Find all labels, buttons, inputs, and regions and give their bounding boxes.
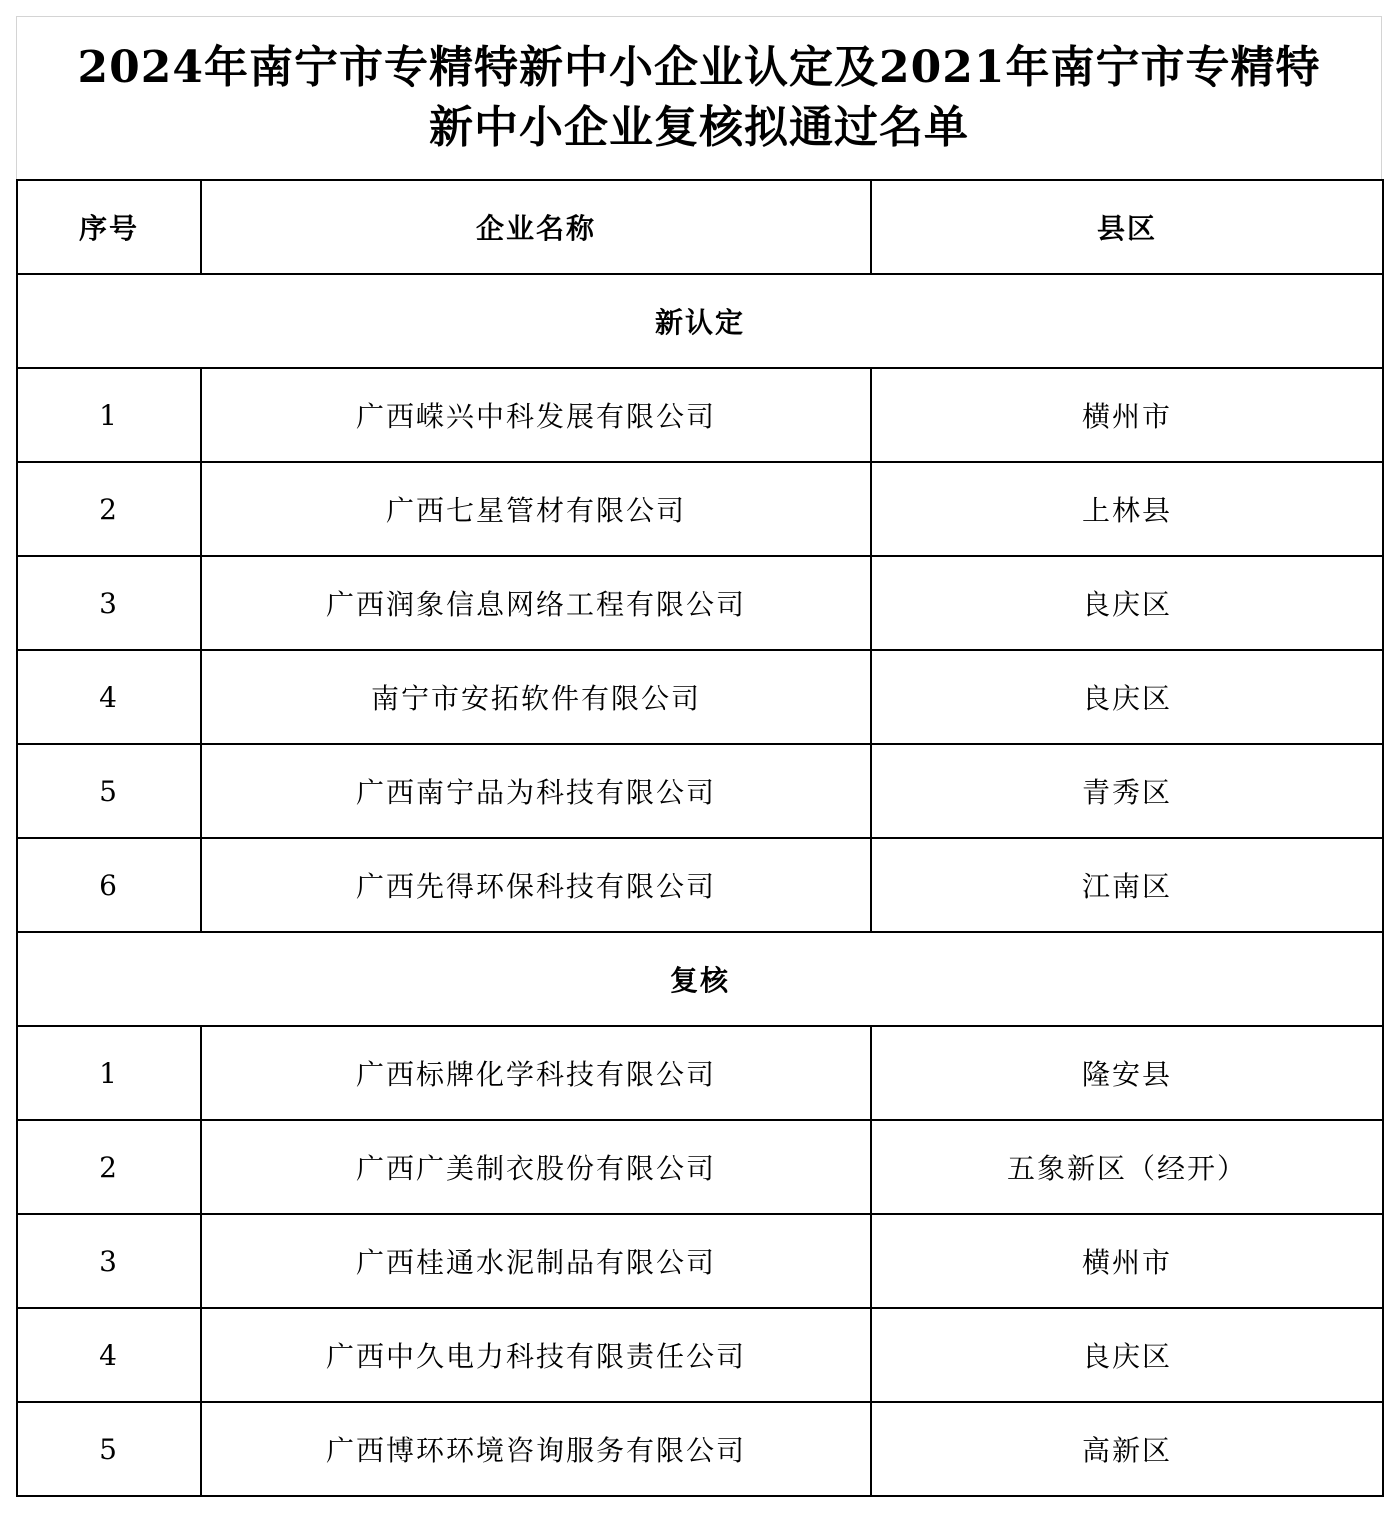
title-line-1: 2024年南宁市专精特新中小企业认定及2021年南宁市专精特 (77, 42, 1321, 93)
cell-company: 广西博环环境咨询服务有限公司 (201, 1402, 871, 1496)
title-box (16, 16, 1382, 179)
cell-district: 良庆区 (871, 1308, 1383, 1402)
table-row (17, 1120, 1383, 1214)
cell-seq: 3 (17, 556, 201, 650)
header-district: 县区 (871, 180, 1383, 274)
section-title-new: 新认定 (17, 274, 1383, 368)
table-row (17, 368, 1383, 462)
cell-seq: 4 (17, 650, 201, 744)
cell-company: 广西嵘兴中科发展有限公司 (201, 368, 871, 462)
section-title-review: 复核 (17, 932, 1383, 1026)
cell-seq: 1 (17, 368, 201, 462)
header-row (17, 180, 1383, 274)
table-row (17, 744, 1383, 838)
cell-seq: 5 (17, 1402, 201, 1496)
title-line-2: 新中小企业复核拟通过名单 (428, 102, 969, 153)
table-row (17, 462, 1383, 556)
cell-district: 良庆区 (871, 650, 1383, 744)
page-title (78, 38, 1321, 158)
cell-district: 高新区 (871, 1402, 1383, 1496)
section-row-new (17, 274, 1383, 368)
table-row (17, 1402, 1383, 1496)
cell-company: 广西南宁品为科技有限公司 (201, 744, 871, 838)
document-sheet (16, 16, 1382, 1497)
enterprise-table (16, 179, 1384, 1497)
table-row (17, 1214, 1383, 1308)
table-row (17, 838, 1383, 932)
table-row (17, 1026, 1383, 1120)
cell-company: 广西标牌化学科技有限公司 (201, 1026, 871, 1120)
cell-district: 江南区 (871, 838, 1383, 932)
cell-company: 南宁市安拓软件有限公司 (201, 650, 871, 744)
cell-district: 良庆区 (871, 556, 1383, 650)
cell-company: 广西润象信息网络工程有限公司 (201, 556, 871, 650)
cell-company: 广西中久电力科技有限责任公司 (201, 1308, 871, 1402)
header-company: 企业名称 (201, 180, 871, 274)
cell-district: 横州市 (871, 368, 1383, 462)
cell-district: 隆安县 (871, 1026, 1383, 1120)
cell-seq: 6 (17, 838, 201, 932)
section-row-review (17, 932, 1383, 1026)
cell-company: 广西七星管材有限公司 (201, 462, 871, 556)
cell-seq: 2 (17, 1120, 201, 1214)
cell-company: 广西先得环保科技有限公司 (201, 838, 871, 932)
table-row (17, 1308, 1383, 1402)
cell-district: 青秀区 (871, 744, 1383, 838)
cell-seq: 1 (17, 1026, 201, 1120)
cell-district: 五象新区（经开） (871, 1120, 1383, 1214)
cell-seq: 5 (17, 744, 201, 838)
table-row (17, 650, 1383, 744)
cell-district: 横州市 (871, 1214, 1383, 1308)
table-row (17, 556, 1383, 650)
cell-company: 广西广美制衣股份有限公司 (201, 1120, 871, 1214)
cell-seq: 4 (17, 1308, 201, 1402)
cell-company: 广西桂通水泥制品有限公司 (201, 1214, 871, 1308)
cell-district: 上林县 (871, 462, 1383, 556)
cell-seq: 3 (17, 1214, 201, 1308)
header-seq: 序号 (17, 180, 201, 274)
cell-seq: 2 (17, 462, 201, 556)
